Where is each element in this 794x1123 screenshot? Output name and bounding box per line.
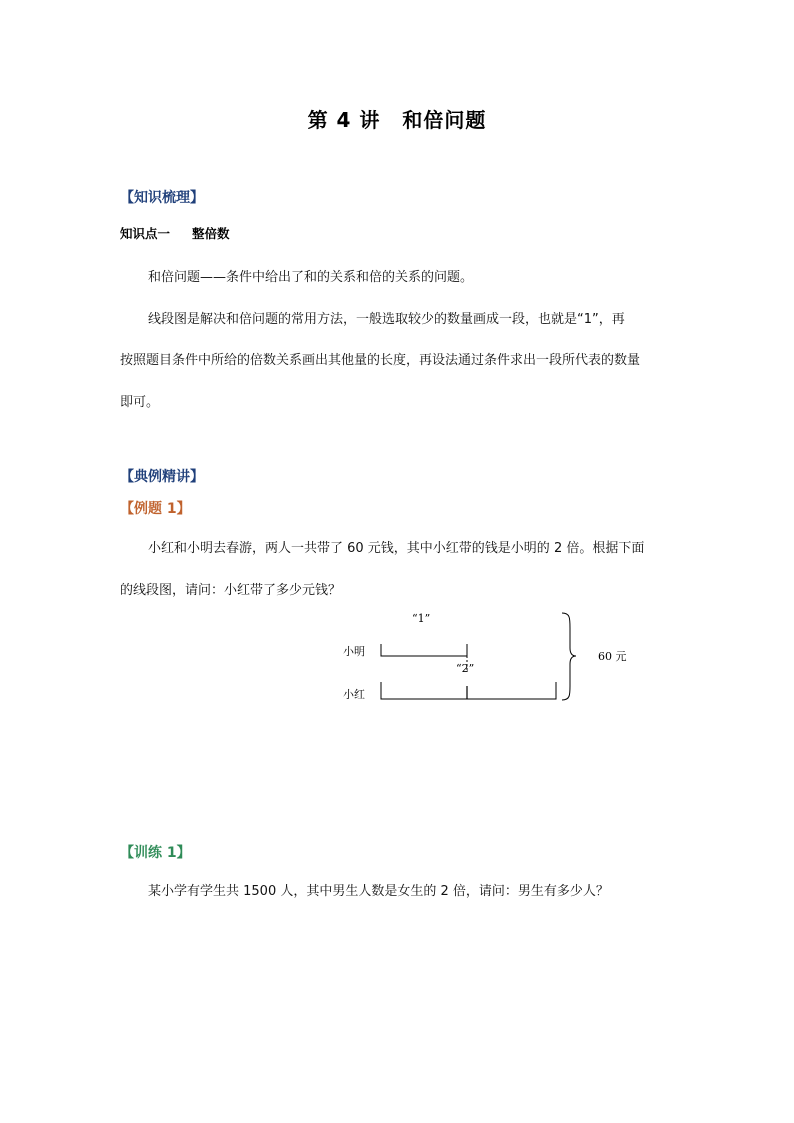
training-1-label: 【训练 1】 bbox=[120, 845, 191, 861]
xiaohong-segment bbox=[381, 682, 556, 699]
knowledge-paragraph-1: 和倍问题——条件中给出了和的关系和倍的关系的问题。 bbox=[148, 270, 474, 285]
total-brace bbox=[562, 613, 576, 700]
lecture-topic: 和倍问题 bbox=[402, 108, 487, 132]
row-name-xiaohong: 小红 bbox=[343, 688, 365, 701]
line-segment-diagram bbox=[330, 600, 650, 710]
lecture-number: 第 4 讲 bbox=[307, 108, 381, 132]
page-title bbox=[0, 104, 794, 133]
label-two: “2” bbox=[456, 662, 475, 675]
label-one: “1” bbox=[412, 612, 431, 625]
example-1-line-1: 小红和小明去春游，两人一共带了 60 元钱，其中小红带的钱是小明的 2 倍。根据下面 bbox=[148, 541, 645, 556]
knowledge-paragraph-2-line-2: 按照题目条件中所给的倍数关系画出其他量的长度，再设法通过条件求出一段所代表的数量 bbox=[120, 353, 641, 368]
knowledge-point-heading bbox=[120, 224, 230, 242]
training-1-line-1: 某小学有学生共 1500 人，其中男生人数是女生的 2 倍，请问：男生有多少人？ bbox=[148, 884, 609, 899]
total-amount: 60 元 bbox=[598, 650, 627, 663]
example-1-line-2: 的线段图，请问：小红带了多少元钱？ bbox=[120, 583, 342, 598]
knowledge-point-name: 整倍数 bbox=[192, 226, 230, 241]
section-header-examples: 【典例精讲】 bbox=[120, 469, 204, 485]
knowledge-paragraph-2-line-3: 即可。 bbox=[120, 395, 160, 410]
xiaoming-segment bbox=[381, 644, 467, 656]
knowledge-point-label: 知识点一 bbox=[120, 226, 171, 241]
section-header-knowledge: 【知识梳理】 bbox=[120, 190, 204, 206]
row-name-xiaoming: 小明 bbox=[343, 645, 365, 658]
example-1-label: 【例题 1】 bbox=[120, 501, 191, 517]
knowledge-paragraph-2-line-1: 线段图是解决和倍问题的常用方法，一般选取较少的数量画成一段，也就是“1”，再 bbox=[148, 312, 625, 327]
